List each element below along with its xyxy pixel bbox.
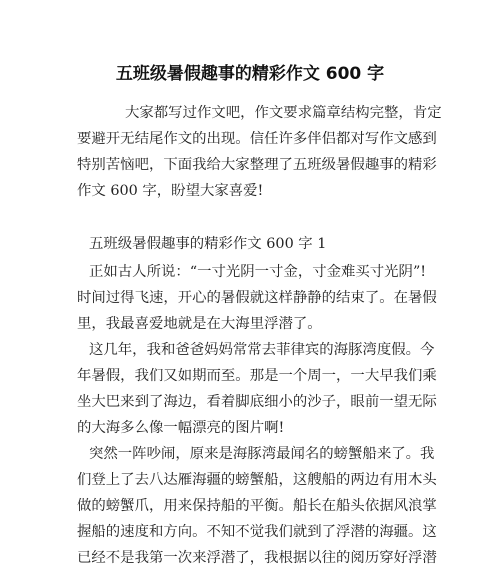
intro-line: 要避开无结尾作文的出现。信任许多伴侣都对写作文感到 — [77, 131, 437, 147]
paragraph-line: 年暑假，我们又如期而至。那是一个周一，一大早我们乘 — [77, 368, 437, 384]
section-heading: 五班级暑假趣事的精彩作文 600 字 1 — [89, 236, 327, 252]
paragraph-line: 正如古人所说：“一寸光阴一寸金，寸金难买寸光阴”! — [89, 264, 427, 280]
paragraph-3 — [77, 441, 437, 565]
paragraph-line: 做的螃蟹爪，用来保持船的平衡。船长在船头依据风浪掌 — [77, 498, 437, 514]
paragraph-line: 这几年，我和爸爸妈妈常常去菲律宾的海豚湾度假。今 — [89, 342, 435, 358]
paragraph-line: 的大海多么像一幅漂亮的图片啊! — [77, 420, 285, 436]
paragraph-line: 们登上了去八达雁海疆的螃蟹船，这艘船的两边有用木头 — [77, 472, 437, 488]
paragraph-2 — [77, 337, 437, 441]
paragraph-line: 坐大巴来到了海边，看着脚底细小的沙子，眼前一望无际 — [77, 394, 437, 410]
paragraph-line: 突然一阵吵闹，原来是海豚湾最闻名的螃蟹船来了。我 — [89, 446, 435, 462]
paragraph-line: 握船的速度和方向。不知不觉我们就到了浮潜的海疆。这 — [77, 524, 437, 540]
paragraph-line: 已经不是我第一次来浮潜了，我根据以往的阅历穿好浮潜 — [77, 550, 437, 565]
paragraph-line: 里，我最喜爱地就是在大海里浮潜了。 — [77, 316, 322, 332]
intro-line: 大家都写过作文吧，作文要求篇章结构完整，肯定 — [125, 105, 442, 121]
intro-line: 特别苦恼吧，下面我给大家整理了五班级暑假趣事的精彩 — [77, 157, 437, 173]
paragraph-1 — [77, 259, 437, 337]
intro-line: 作文 600 字，盼望大家喜爱! — [77, 183, 264, 199]
section-heading-block — [77, 231, 427, 257]
paragraph-line: 时间过得飞速，开心的暑假就这样静静的结束了。在暑假 — [77, 290, 437, 306]
intro-paragraph — [77, 100, 442, 204]
article-title: 五班级暑假趣事的精彩作文 600 字 — [115, 64, 385, 84]
